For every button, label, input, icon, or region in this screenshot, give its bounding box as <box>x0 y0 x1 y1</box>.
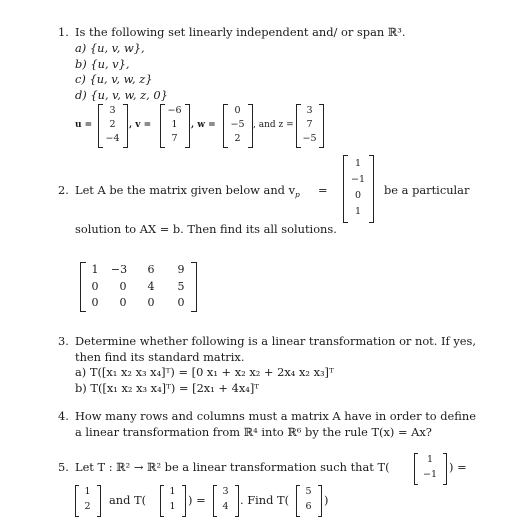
vector-u-label: u = <box>75 120 93 130</box>
q5-eq2: ) = <box>188 493 206 507</box>
vector-q5-5-entry: 6 <box>305 501 312 512</box>
matrix-cell: 0 <box>91 280 99 293</box>
q2-number: 2. <box>58 183 69 197</box>
vector-u-entry: 3 <box>109 105 116 116</box>
matrix-cell: 4 <box>147 280 155 293</box>
vector-q5-1-entry: −1 <box>422 469 437 480</box>
vector-q5-4-entry: 3 <box>222 486 229 497</box>
q1-prompt: Is the following set linearly independent and/ or span ℝ³. <box>75 25 406 39</box>
vector-z-entry: 3 <box>306 105 313 116</box>
matrix-cell: 0 <box>177 296 185 309</box>
vector-vp-entry: 1 <box>354 158 362 169</box>
vector-v-entry: 1 <box>171 119 178 130</box>
vector-v-entry: −6 <box>167 105 182 116</box>
vector-q5-1-entry: 1 <box>426 454 434 465</box>
q3-line1: Determine whether following is a linear transformation or not. If yes, <box>75 334 476 348</box>
q5-and: and T( <box>109 493 147 507</box>
matrix-cell: 9 <box>177 263 185 276</box>
vector-q5-2-entry: 2 <box>84 501 91 512</box>
vector-vp-entry: −1 <box>350 174 365 185</box>
matrix-cell: 6 <box>147 263 155 276</box>
q3-number: 3. <box>58 334 69 348</box>
q1-option-a: a) {u, v, w}, <box>75 41 145 55</box>
q1-option-c: c) {u, v, w, z} <box>75 72 153 86</box>
q4-number: 4. <box>58 409 69 423</box>
vector-u-entry: −4 <box>105 133 120 144</box>
q5-eq: ) = <box>449 460 467 474</box>
vector-u-entry: 2 <box>109 119 116 130</box>
matrix-cell: −3 <box>110 263 128 276</box>
q1-option-b: b) {u, v}, <box>75 57 130 71</box>
vector-w-entry: 0 <box>234 105 241 116</box>
vector-v-label: , v = <box>129 120 152 130</box>
q4-line2: a linear transformation from ℝ⁴ into ℝ⁶ by the rule T(x) = Ax? <box>75 425 432 439</box>
matrix-cell: 5 <box>177 280 185 293</box>
vector-w-label: , w = <box>191 120 216 130</box>
q2-prompt-b: be a particular <box>384 183 470 197</box>
q5-close: ) <box>324 493 329 507</box>
vector-q5-5-entry: 5 <box>305 486 312 497</box>
q2-equals: = <box>318 183 328 197</box>
q5-line1: Let T : ℝ² → ℝ² be a linear transformation such that T( <box>75 460 390 474</box>
q2-prompt-a: Let A be the matrix given below and $v_p$ <box>75 183 300 199</box>
q5-find: . Find T( <box>240 493 290 507</box>
q3-part-a: a) T([x₁ x₂ x₃ x₄]ᵀ) = [0 x₁ + x₂ x₂ + 2x₄ x₂ x₃]ᵀ <box>75 365 334 379</box>
vector-z-label: , and z = <box>253 120 294 130</box>
vector-q5-3-entry: 1 <box>169 501 176 512</box>
vector-q5-3-entry: 1 <box>169 486 176 497</box>
vector-z-entry: −5 <box>302 133 317 144</box>
vector-q5-2-entry: 1 <box>84 486 91 497</box>
q2-line2: solution to AX = b. Then find its all solutions. <box>75 222 337 236</box>
q1-option-d: d) {u, v, w, z, 0} <box>75 88 168 102</box>
vector-w-entry: 2 <box>234 133 241 144</box>
vector-vp-entry: 1 <box>354 206 362 217</box>
q3-line2: then find its standard matrix. <box>75 350 245 364</box>
q3-part-b: b) T([x₁ x₂ x₃ x₄]ᵀ) = [2x₁ + 4x₄]ᵀ <box>75 381 260 395</box>
matrix-cell: 0 <box>119 296 127 309</box>
q1-number: 1. <box>58 25 69 39</box>
matrix-cell: 0 <box>147 296 155 309</box>
vector-v-entry: 7 <box>171 133 178 144</box>
q4-line1: How many rows and columns must a matrix A have in order to define <box>75 409 476 423</box>
matrix-cell: 1 <box>91 263 99 276</box>
vector-vp-entry: 0 <box>354 190 362 201</box>
matrix-cell: 0 <box>119 280 127 293</box>
vector-z-entry: 7 <box>306 119 313 130</box>
matrix-cell: 0 <box>91 296 99 309</box>
q5-number: 5. <box>58 460 69 474</box>
vector-w-entry: −5 <box>230 119 245 130</box>
vector-q5-4-entry: 4 <box>222 501 229 512</box>
